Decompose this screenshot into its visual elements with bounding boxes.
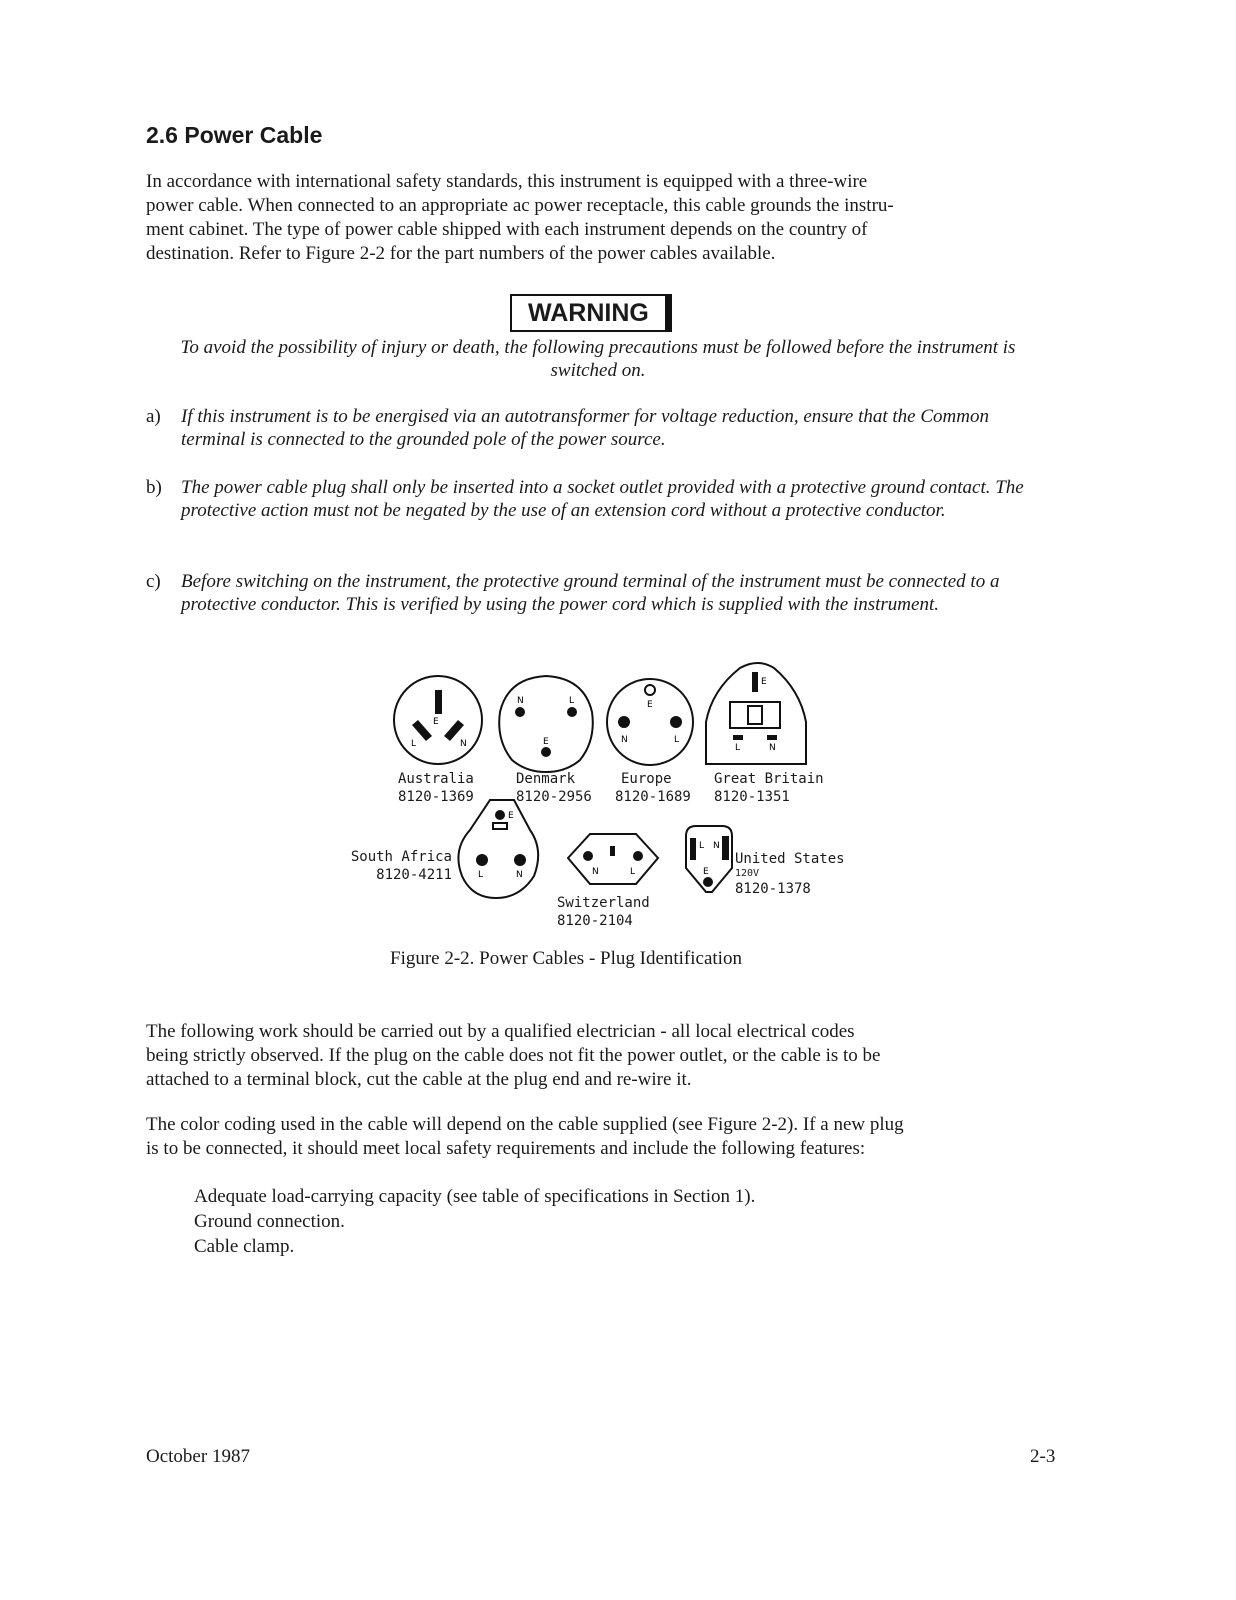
feature-item: Adequate load-carrying capacity (see table of specifications in Section 1).: [194, 1186, 756, 1207]
part-number: 8120-1351: [714, 789, 790, 805]
svg-text:E: E: [433, 717, 439, 727]
country-name: United States: [735, 851, 845, 867]
country-name: Switzerland: [557, 895, 650, 911]
color-coding-paragraph: [146, 1113, 1056, 1161]
plug-label-great-britain: [714, 770, 824, 806]
footer-date: October 1987: [146, 1446, 250, 1467]
denmark-plug-icon: [499, 676, 593, 772]
warning-text: To avoid the possibility of injury or death, the following precautions must be followed before the instrument is switched on.: [180, 337, 1016, 381]
great-britain-plug-icon: [706, 663, 806, 764]
section-heading: 2.6 Power Cable: [146, 122, 323, 148]
plug-label-switzerland: [557, 894, 650, 930]
svg-text:N: N: [460, 739, 467, 749]
paragraph-line: The following work should be carried out by a qualified electrician - all local electrical codes: [146, 1021, 855, 1042]
part-number: 8120-1689: [615, 789, 691, 805]
item-text: Before switching on the instrument, the protective ground terminal of the instrument must be connected to a protective conductor. This is verified by using the power cord which is supplied with the instrument.: [181, 571, 1000, 615]
south-africa-plug-icon: [458, 800, 538, 898]
item-text: If this instrument is to be energised via an autotransformer for voltage reduction, ensure that the Common terminal is connected to the grounded pole of the power source.: [181, 406, 989, 450]
svg-text:L: L: [674, 735, 680, 745]
part-number: 8120-2104: [557, 913, 633, 929]
figure-caption: Figure 2-2. Power Cables - Plug Identification: [390, 948, 742, 969]
plug-label-europe: [615, 770, 691, 806]
united-states-plug-icon: [686, 826, 732, 892]
svg-text:E: E: [508, 811, 514, 821]
svg-text:L: L: [478, 870, 484, 880]
plug-label-australia: [398, 770, 474, 806]
svg-text:L: L: [699, 841, 705, 851]
footer-page-number: 2-3: [1030, 1446, 1056, 1467]
item-text: The power cable plug shall only be inserted into a socket outlet provided with a protective ground contact. The protective action must not be negated by the use of an extension cord without a protective conductor.: [181, 477, 1024, 521]
svg-text:L: L: [735, 743, 741, 753]
item-letter: c): [146, 571, 161, 592]
item-letter: a): [146, 406, 161, 427]
country-name: Europe: [621, 771, 672, 787]
paragraph-line: is to be connected, it should meet local safety requirements and include the following features:: [146, 1138, 866, 1159]
intro-line: ment cabinet. The type of power cable shipped with each instrument depends on the country of: [146, 219, 868, 240]
part-number: 8120-1369: [398, 789, 474, 805]
svg-text:N: N: [713, 841, 720, 851]
svg-text:E: E: [647, 700, 653, 710]
svg-text:N: N: [769, 743, 776, 753]
part-number: 8120-1378: [735, 881, 811, 897]
plug-label-south-africa: [338, 848, 452, 884]
svg-text:L: L: [411, 739, 417, 749]
work-paragraph: [146, 1020, 1056, 1092]
svg-text:N: N: [516, 870, 523, 880]
plug-label-denmark: [516, 770, 592, 806]
svg-text:E: E: [703, 867, 709, 877]
features-list: [194, 1184, 755, 1259]
voltage: 120V: [735, 868, 760, 879]
item-letter: b): [146, 477, 162, 498]
paragraph-line: attached to a terminal block, cut the cable at the plug end and re-wire it.: [146, 1069, 692, 1090]
paragraph-line: being strictly observed. If the plug on the cable does not fit the power outlet, or the cable is to be: [146, 1045, 881, 1066]
feature-item: Ground connection.: [194, 1211, 345, 1232]
part-number: 8120-2956: [516, 789, 592, 805]
svg-text:N: N: [517, 696, 524, 706]
australia-plug-icon: [394, 676, 482, 764]
svg-text:L: L: [630, 867, 636, 877]
intro-line: power cable. When connected to an appropriate ac power receptacle, this cable grounds the instru-: [146, 195, 894, 216]
svg-text:N: N: [621, 735, 628, 745]
part-number: 8120-4211: [376, 867, 452, 883]
country-name: South Africa: [350, 849, 452, 865]
paragraph-line: The color coding used in the cable will depend on the cable supplied (see Figure 2-2). If a new plug: [146, 1114, 904, 1135]
feature-item: Cable clamp.: [194, 1236, 295, 1257]
intro-line: destination. Refer to Figure 2-2 for the part numbers of the power cables available.: [146, 243, 776, 264]
country-name: Australia: [398, 771, 474, 787]
svg-text:L: L: [569, 696, 575, 706]
plug-label-united-states: [735, 850, 845, 898]
switzerland-plug-icon: [568, 834, 658, 884]
svg-text:N: N: [592, 867, 599, 877]
warning-label: WARNING: [510, 294, 667, 332]
country-name: Denmark: [516, 771, 576, 787]
svg-text:E: E: [543, 737, 549, 747]
intro-line: In accordance with international safety standards, this instrument is equipped with a three-wire: [146, 171, 868, 192]
country-name: Great Britain: [714, 771, 824, 787]
europe-plug-icon: [607, 679, 693, 765]
svg-text:E: E: [761, 677, 767, 687]
